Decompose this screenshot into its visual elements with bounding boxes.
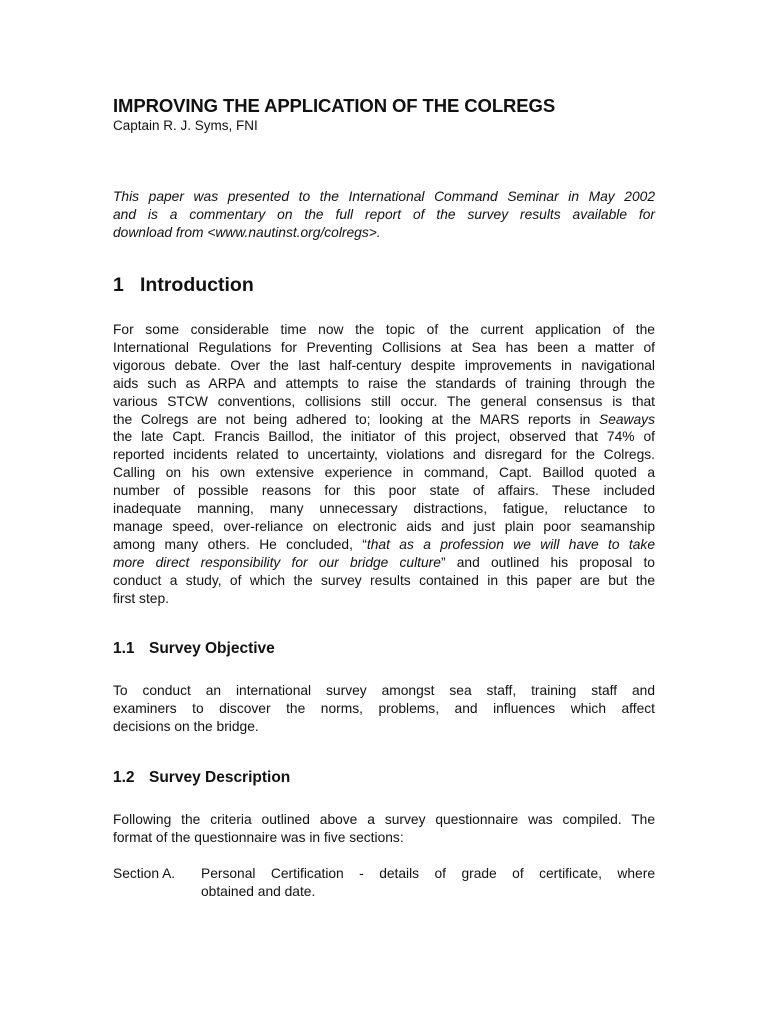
- quote-emphasis: that as a profession we will have to take: [366, 536, 655, 552]
- section-title: Introduction: [140, 274, 254, 296]
- introduction-paragraph: [113, 321, 655, 608]
- section-title: Survey Objective: [149, 640, 275, 657]
- abstract: [113, 188, 655, 242]
- paragraph-line: [113, 411, 655, 429]
- section-heading-survey-description: [113, 769, 290, 787]
- survey-description-paragraph: [113, 811, 655, 847]
- seaways-emphasis: Seaways: [599, 411, 655, 427]
- paragraph-line: vigorous debate. Over the last half-century despite improvements in navigational: [113, 357, 655, 373]
- paragraph-line: conduct a study, of which the survey results contained in this paper are but the: [113, 572, 655, 588]
- section-number: 1: [113, 274, 124, 296]
- paragraph-line: reported incidents related to uncertainty, violations and disregard for the Colregs.: [113, 447, 655, 463]
- quote-emphasis: more direct responsibility for our bridge culture: [113, 554, 441, 570]
- line-text: ” and outlined his proposal to: [440, 554, 655, 570]
- line-text: the Colregs are not being adhered to; looking at the MARS reports in: [113, 411, 591, 427]
- paragraph-line: For some considerable time now the topic of the current application of the: [113, 322, 655, 337]
- paragraph-line: obtained and date.: [201, 883, 316, 899]
- paragraph-line: Following the criteria outlined above a survey questionnaire was compiled. The: [113, 812, 655, 827]
- abstract-line: This paper was presented to the International Command Seminar in May 2002: [113, 189, 655, 204]
- section-title: Survey Description: [149, 769, 291, 786]
- paragraph-line: manage speed, over-reliance on electronic aids and just plain poor seamanship: [113, 518, 655, 534]
- paragraph-line: number of possible reasons for this poor state of affairs. These included: [113, 483, 655, 499]
- paragraph-line: [113, 554, 655, 572]
- paragraph-line: inadequate manning, many unnecessary distractions, fatigue, reluctance to: [113, 501, 655, 517]
- line-text: among many others. He concluded, “: [113, 536, 367, 552]
- paragraph-line: International Regulations for Preventing Collisions at Sea has been a matter of: [113, 339, 655, 355]
- author-line: Captain R. J. Syms, FNI: [113, 118, 258, 133]
- paragraph-line: first step.: [113, 590, 169, 606]
- survey-objective-paragraph: [113, 682, 655, 736]
- questionnaire-section-text: [201, 865, 655, 901]
- paragraph-line: format of the questionnaire was in five sections:: [113, 829, 404, 845]
- paragraph-line: [113, 536, 655, 554]
- paragraph-line: decisions on the bridge.: [113, 718, 259, 734]
- section-number: 1.1: [113, 640, 135, 657]
- section-number: 1.2: [113, 769, 135, 786]
- paragraph-line: Personal Certification - details of grade of certificate, where: [201, 866, 655, 881]
- paragraph-line: the late Capt. Francis Baillod, the initiator of this project, observed that 74% of: [113, 429, 655, 445]
- paragraph-line: examiners to discover the norms, problems, and influences which affect: [113, 700, 655, 716]
- paragraph-line: To conduct an international survey amongst sea staff, training staff and: [113, 683, 655, 698]
- abstract-line: and is a commentary on the full report of the survey results available for: [113, 207, 655, 222]
- section-heading-survey-objective: [113, 640, 275, 658]
- paragraph-line: Calling on his own extensive experience in command, Capt. Baillod quoted a: [113, 465, 655, 481]
- paragraph-line: aids such as ARPA and attempts to raise the standards of training through the: [113, 375, 655, 391]
- document-title: IMPROVING THE APPLICATION OF THE COLREGS: [113, 95, 556, 116]
- section-heading-introduction: [113, 274, 254, 297]
- questionnaire-section-label: Section A.: [113, 866, 176, 881]
- abstract-line: download from <www.nautinst.org/colregs>.: [113, 225, 381, 240]
- paragraph-line: various STCW conventions, collisions still occur. The general consensus is that: [113, 393, 655, 409]
